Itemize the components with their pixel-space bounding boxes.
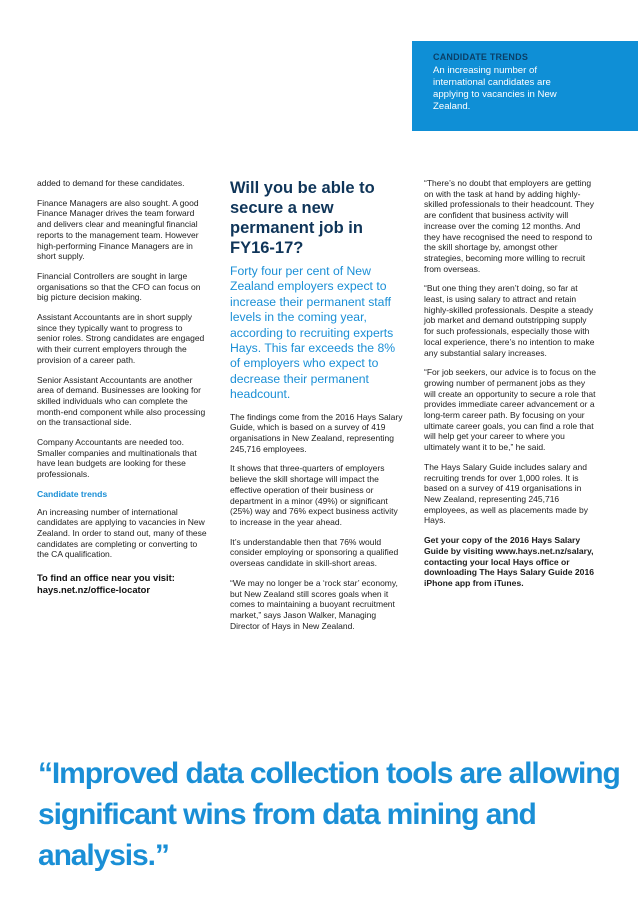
candidate-trends-subheading: Candidate trends	[37, 488, 108, 499]
paragraph: “For job seekers, our advice is to focus on the growing number of permanent jobs as they will create an opportunity to secure a role that provides immediate career advancement or a long-term career path. By focusing on your ultimate career goals, you can find a role that will help get your career to where you ultimately want it to be,” he said.	[424, 367, 596, 453]
paragraph: It shows that three-quarters of employers believe the skill shortage will impact the effective operation of their business or department in a minor (49%) or significant (25%) way and 76% expect business activity to increase in the year ahead.	[230, 463, 398, 527]
paragraph: Senior Assistant Accountants are another area of demand. Businesses are looking for skilled individuals who can complete the month-end component while also processing on the transactional side.	[37, 374, 206, 428]
callout-title: CANDIDATE TRENDS	[433, 52, 529, 62]
paragraph: The findings come from the 2016 Hays Salary Guide, which is based on a survey of 419 organisations in New Zealand, representing 245,716 employees.	[230, 411, 403, 454]
candidate-trends-callout	[412, 41, 638, 131]
column-left	[37, 178, 207, 596]
paragraph: “There’s no doubt that employers are getting on with the task at hand by adding highly-skilled professionals to their headcount. They are confident that business activity will increase over the coming 12 months. And they have recognised the need to respond to the skill shortage by, amongst other strategies, becoming more willing to recruit from overseas.	[424, 178, 594, 274]
article-headline: Will you be able to secure a new permanent job in FY16-17?	[230, 179, 375, 257]
paragraph: Assistant Accountants are in short supply since they typically want to progress to senior roles. Strong candidates are engaged with their current employers through the provision of a career path.	[37, 312, 205, 365]
paragraph: It’s understandable then that 76% would consider employing or sponsoring a qualified overseas candidate in skill-short areas.	[230, 536, 399, 569]
pull-quote: “Improved data collection tools are allowing significant wins from data mining and analysis.”	[38, 757, 620, 872]
paragraph: “But one thing they aren’t doing, so far at least, is using salary to attract and retain highly-skilled professionals. Despite a steady job market and demand outstripping supply for such professionals, especially those with local experience, there’s no intention to make any substantial salary increases.	[424, 283, 595, 358]
cta-line: To find an office near you visit:	[37, 572, 175, 584]
salary-guide-cta: Get your copy of the 2016 Hays Salary Guide by visiting www.hays.net.nz/salary, contacting your local Hays office or downloading The Hays Salary Guide 2016 iPhone app from iTunes.	[424, 535, 595, 588]
paragraph: Finance Managers are also sought. A good Finance Manager drives the team forward and delivers clear and meaningful financial reports to the management team. However high-performing Finance Managers are in short supply.	[37, 197, 199, 262]
article-intro: Forty four per cent of New Zealand employers expect to increase their permanent staff levels in the coming year, according to recruiting experts Hays. This far exceeds the 8% of employers who expect to decrease their permanent headcount.	[230, 264, 396, 402]
paragraph: Financial Controllers are sought in large organisations so that the CFO can focus on big picture decision making.	[37, 270, 201, 303]
paragraph: “We may no longer be a ‘rock star’ economy, but New Zealand still scores goals when it comes to maintaining a buoyant recruitment market,” says Jason Walker, Managing Director of Hays in New Zealand.	[230, 577, 398, 631]
office-locator-cta	[37, 572, 207, 596]
paragraph: Company Accountants are needed too. Smaller companies and multinationals that have lean budgets are looking for these professionals.	[37, 437, 197, 480]
callout-body: An increasing number of international candidates are applying to vacancies in New Zealand.	[433, 65, 557, 112]
column-right	[424, 178, 596, 598]
column-middle	[230, 178, 405, 640]
trend-paragraph: An increasing number of international candidates are applying to vacancies in New Zealand. In order to stand out, many of these candidates are completing or converting to the CA qualification.	[37, 506, 207, 560]
office-locator-link[interactable]: hays.net.nz/office-locator	[37, 584, 151, 596]
paragraph: The Hays Salary Guide includes salary and recruiting trends for over 1,000 roles. It is based on a survey of 419 organisations in New Zealand, representing 245,716 employees, as well as placements made by Hays.	[424, 461, 588, 526]
paragraph: added to demand for these candidates.	[37, 178, 185, 188]
